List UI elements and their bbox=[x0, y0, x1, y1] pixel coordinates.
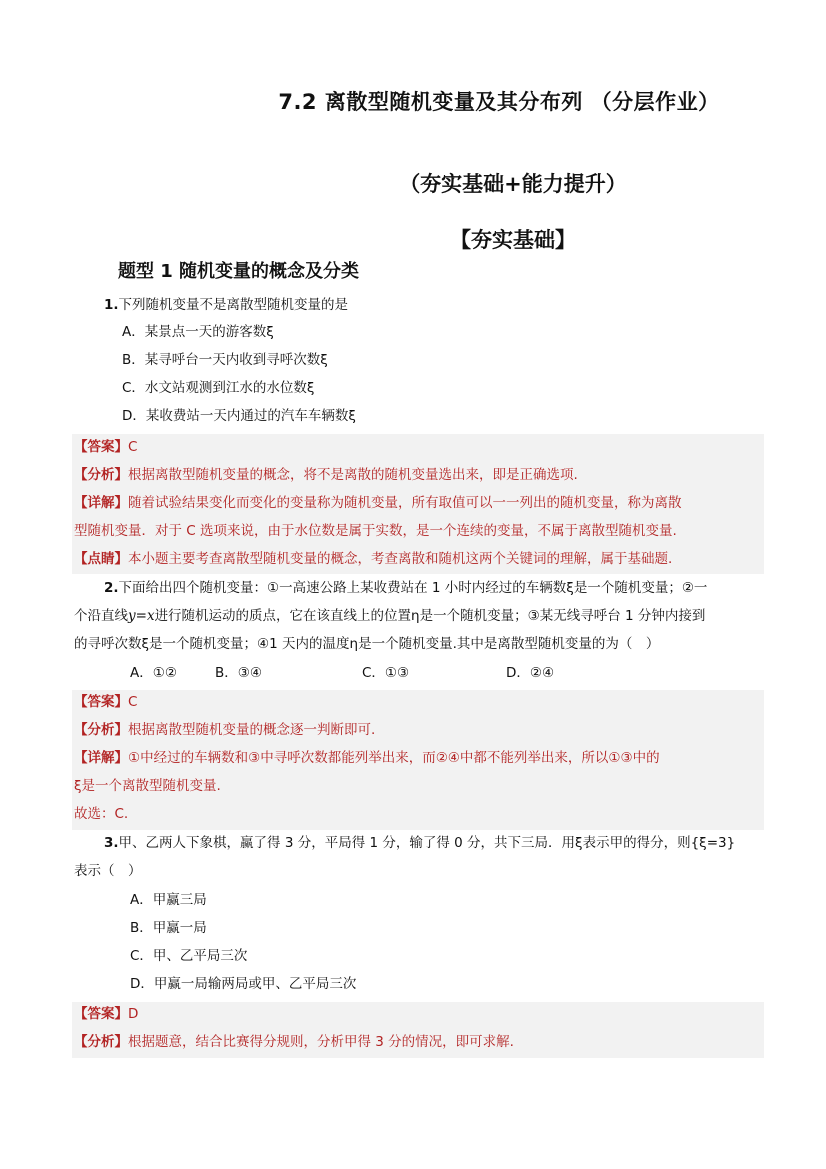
question-2-stem-line-2: 个沿直线y=x进行随机运动的质点，它在该直线上的位置η是一个随机变量；③某无线寻呼台 1 分钟内接到 bbox=[74, 608, 706, 624]
question-3-stem-line-1: 3.甲、乙两人下象棋，赢了得 3 分，平局得 1 分，输了得 0 分，共下三局．用ξ表示甲的得分，则{ξ=3} bbox=[104, 835, 736, 851]
question-1-option-c: C．水文站观测到江水的水位数ξ bbox=[122, 380, 315, 396]
question-2-answer: 【答案】C bbox=[74, 694, 138, 710]
question-3-option-b: B．甲赢一局 bbox=[130, 920, 207, 936]
question-1-option-b: B．某寻呼台一天内收到寻呼次数ξ bbox=[122, 352, 328, 368]
question-2-stem-line-1: 2.下面给出四个随机变量：①一高速公路上某收费站在 1 小时内经过的车辆数ξ是一个随机变量；②一 bbox=[104, 580, 708, 596]
document-subtitle: （夯实基础+能力提升） bbox=[399, 172, 627, 196]
question-3-analysis: 【分析】根据题意，结合比赛得分规则，分析甲得 3 分的情况，即可求解. bbox=[74, 1034, 514, 1050]
question-2-detail-line-1: 【详解】①中经过的车辆数和③中寻呼次数都能列举出来，而②④中都不能列举出来，所以①③中的 bbox=[74, 750, 660, 766]
question-2-detail-line-2: ξ是一个离散型随机变量. bbox=[74, 778, 221, 794]
question-1-answer: 【答案】C bbox=[74, 439, 138, 455]
question-3-option-c: C．甲、乙平局三次 bbox=[130, 948, 248, 964]
question-2-stem-line-3: 的寻呼次数ξ是一个随机变量；④1 天内的温度η是一个随机变量.其中是离散型随机变量的为（ ） bbox=[74, 636, 660, 652]
question-2-option-d: D．②④ bbox=[506, 665, 555, 681]
question-1-option-a: A．某景点一天的游客数ξ bbox=[122, 324, 274, 340]
question-1-comment: 【点睛】本小题主要考查离散型随机变量的概念，考查离散和随机这两个关键词的理解，属于基础题. bbox=[74, 551, 673, 567]
question-2-conclusion: 故选：C. bbox=[74, 806, 129, 822]
question-3-answer: 【答案】D bbox=[74, 1006, 139, 1022]
question-3-option-a: A．甲赢三局 bbox=[130, 892, 207, 908]
question-1-detail-line-1: 【详解】随着试验结果变化而变化的变量称为随机变量，所有取值可以一一列出的随机变量，称为离散 bbox=[74, 495, 682, 511]
question-2-option-a: A．①② bbox=[130, 665, 177, 681]
question-2-option-b: B．③④ bbox=[215, 665, 262, 681]
question-3-stem-line-2: 表示（ ） bbox=[74, 863, 142, 879]
question-1-stem: 1.下列随机变量不是离散型随机变量的是 bbox=[104, 297, 349, 313]
question-2-option-c: C．①③ bbox=[362, 665, 410, 681]
question-1-detail-line-2: 型随机变量．对于 C 选项来说，由于水位数是属于实数，是一个连续的变量，不属于离散型随机变量. bbox=[74, 523, 677, 539]
question-2-analysis: 【分析】根据离散型随机变量的概念逐一判断即可. bbox=[74, 722, 376, 738]
question-1-option-d: D．某收费站一天内通过的汽车车辆数ξ bbox=[122, 408, 356, 424]
topic-heading: 题型 1 随机变量的概念及分类 bbox=[118, 261, 360, 282]
question-3-option-d: D．甲赢一局输两局或甲、乙平局三次 bbox=[130, 976, 357, 992]
document-title: 7.2 离散型随机变量及其分布列 （分层作业） bbox=[278, 90, 720, 114]
question-1-analysis: 【分析】根据离散型随机变量的概念，将不是离散的随机变量选出来，即是正确选项. bbox=[74, 467, 578, 483]
section-heading: 【夯实基础】 bbox=[450, 228, 576, 252]
